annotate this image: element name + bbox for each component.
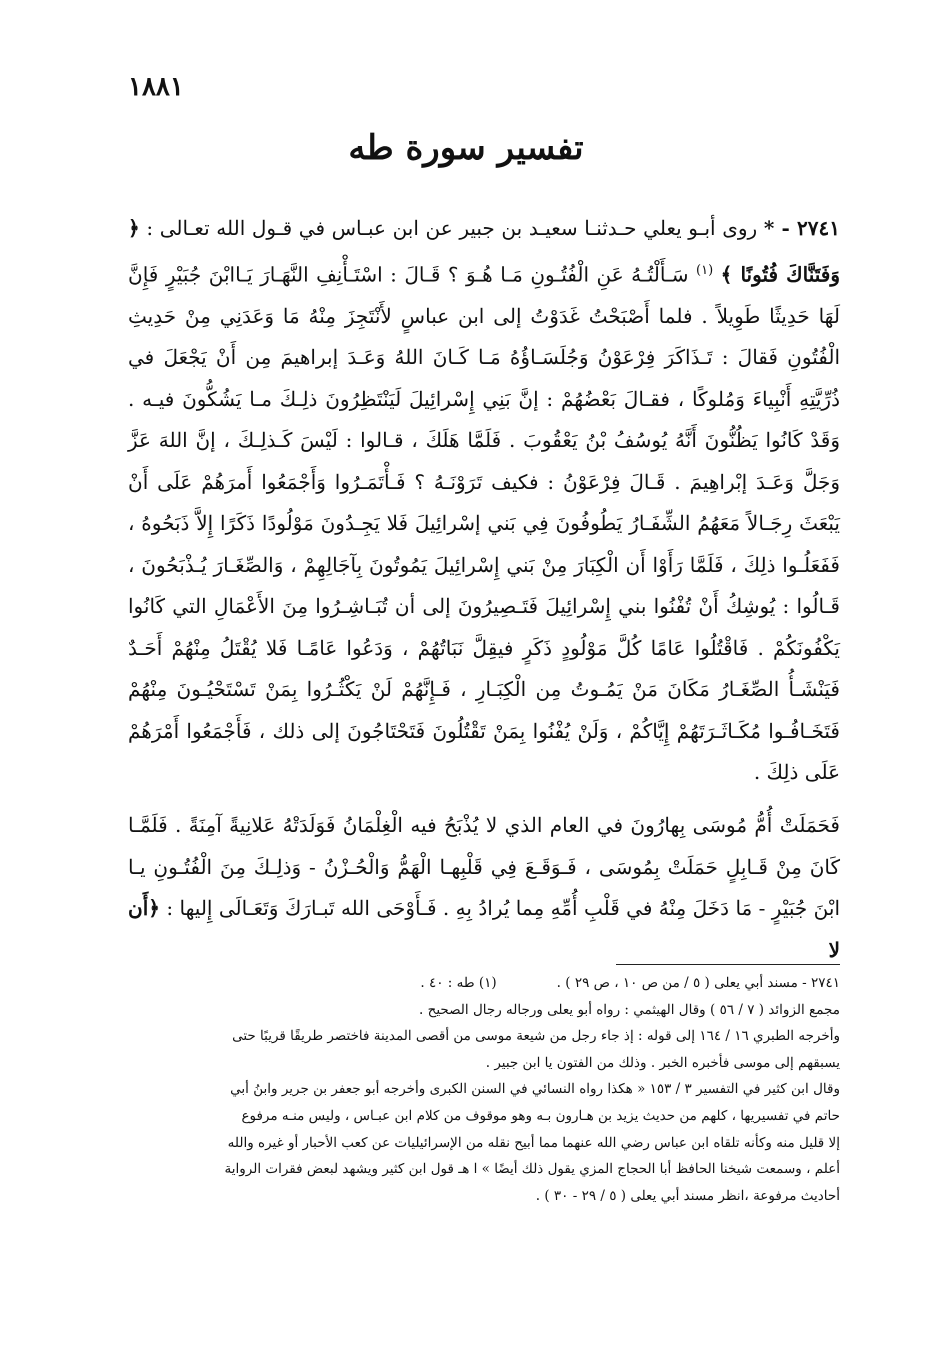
- hadith-text-intro: روى أبـو يعلي حـدثنـا سعيـد بن جبير عن ابن عبـاس في قـول الله تعـالى :: [139, 216, 764, 240]
- footnote-source: ٢٧٤١ - مسند أبي يعلى ( ٥ / من ص ١٠ ، ص ٢٩ ) .: [556, 975, 840, 991]
- hadith-text-body: سَـأَلْتُـهُ عَنِ الْفُتُـونِ مَـا هُـوَ ؟ قَـالَ : اسْتَـأْنِفِ النَّهَـارَ يَـاابْنَ جُبَيْرٍ فَإِنَّ لَهَا حَدِيثًا طَوِيلاً . فلما أَصْبَحْتُ غَدَوْتُ إلى ابن عباسٍ لأَنْتَجِزَ مِنْهُ مَا وَعَدَنِي مِنْ حَدِيثِ الْفُتُونِ فَقالَ : تَـذَاكَرَ فِرْعَوْنُ وَجُلَسَـاؤُهُ مَـا كَـانَ اللهُ وَعَـدَ إبراهيمَ مِن أَنْ يَجْعَلَ في ذُرِّيَّتِهِ أَنْبِياءَ وَمُلوكًا ، فقـالَ بَعْضُهُمْ : إنَّ بَنِي إِسْرائِيلَ لَيَنْتَظِرُونَ ذلِـكَ مـا يَشُكُّونَ فيـه . وَقَدْ كَانُوا يَظُنُّونَ أَنَّهُ يُوسُفُ بْنُ يَعْقُوبَ . فَلَمَّا هَلَكَ ، قـالوا : لَيْسَ كَـذلِـكَ ، إنَّ اللهَ عَزَّ وَجَلَّ وَعَـدَ إبْراهِيمَ . قَـالَ فِرْعَوْنُ : فكيف تَرَوْنَـهُ ؟ فَـأْتَمَـرُوا وَأَجْمَعُوا أَمرَهُمْ عَلَى أَنْ يَبْعَثَ رِجَـالاً مَعَهُمُ الشِّفَـارُ يَطُوفُونَ فِي بَني إسْرائِيلَ فَلا يَجِـدُونَ مَوْلُودًا ذَكَرًا إِلاَّ ذَبَحُوهُ ، فَفَعَلُـوا ذلِكَ ، فَلَمَّا رَأَوْا أَن الْكِبَارَ مِنْ بَني إِسْرائِيلَ يَمُوتُونَ بِآجَالِهِمْ ، وَالصِّغَـارَ يُـذْبَحُونَ ، قَـالُوا : يُوشِكُ أَنْ تُفْنُوا بني إِسْرائِيلَ فَتَـصِيرُونَ إلى أن تُبَـاشِـرُوا مِنَ الأَعْمَالِ التي كَانُوا يَكْفُونَكُمْ . فَاقْتُلُوا عَامًا كُلَّ مَوْلُودٍ ذَكَرٍ فيقِلَّ نَبَاتُهُمْ ، وَدَعُوا عَامًـا فَلا يُقْتَلُ مِنْهُمْ أَحَـدٌ فَيَنْشَـأُ الصِّغَـارُ مَكَانَ مَنْ يَمُـوتُ مِن الْكِبَـارِ ، فَـإِنَّهُمْ لَنْ يَكْثُـرُوا بِمَنْ تَسْتَحْيُـونَ مِنْهُمْ فَتَخَـافُـوا مُكَـاثَـرَتَهُمْ إِيَّاكُمْ ، وَلَنْ يُفْنُوا بِمَنْ تَقْتُلُونَ فَتَحْتَاجُونَ إلى ذلك ، فَأَجْمَعُوا أَمْرَهُمْ عَلَى ذلِكَ .: [128, 262, 840, 785]
- footnote-line: حاتم في تفسيريها ، كلهم من حديث يزيد بن هـارون بـه وهو موقوف من كلام ابن عبـاس ، وليس منـه مرفوع: [241, 1107, 840, 1124]
- hadith-paragraph-1: [128, 208, 840, 794]
- footnote-1: (١) طه : ٤٠ .: [420, 975, 497, 991]
- page-number: ١٨٨١: [128, 72, 184, 102]
- quran-verse-start: ﴿أَن لا: [128, 896, 840, 962]
- footnote-line: وأخرجه الطبري ١٦ / ١٦٤ إلى قوله : إذ جاء رجل من شيعة موسى من أقصى المدينة فاختصر طريقًا قريبًا حتى: [232, 1028, 840, 1045]
- quran-verse: ﴿ وَفَتَنَّاكَ فُتُونًا ﴾: [128, 216, 840, 287]
- footnote-line: أحاديث مرفوعة ،انظر مسند أبي يعلى ( ٥ / ٢٩ - ٣٠ ) .: [535, 1187, 840, 1204]
- footnote-ref: (١): [696, 262, 714, 278]
- footnote-line: وقال ابن كثير في التفسير ٣ / ١٥٣ « هكذا رواه النسائي في السنن الكبرى وأخرجه أبو جعفر بن جرير وابنُ أبي: [230, 1081, 840, 1098]
- surah-title: تفسير سورة طه: [348, 128, 584, 168]
- footnote-line: يسبقهم إلى موسى فأخبره الخبر . وذلك من الفتون يا ابن جبير .: [485, 1054, 840, 1071]
- footnote-line: مجمع الزوائد ( ٧ / ٥٦ ) وقال الهيثمي : رواه أبو يعلى ورجاله رجال الصحيح .: [419, 1001, 840, 1018]
- footnote-line: أعلم ، وسمعت شيخنا الحافظ أبا الحجاج المزي يقول ذلك أيضًا » ا هـ قول ابن كثير ويشهد لبعض فقرات الرواية: [224, 1161, 840, 1178]
- footnote-line: إلا قليل منه وكأنه تلقاه ابن عباس رضي الله عنهما مما أبيح نقله من الإسرائيليات عن كعب الأحبار أو غيره والله: [227, 1134, 840, 1151]
- footnote-header-line: [128, 970, 840, 997]
- hadith-number: ٢٧٤١ - *: [763, 216, 840, 240]
- hadith-paragraph-2: [128, 805, 840, 971]
- footnote-divider: [616, 964, 840, 965]
- paragraph-2-text: فَحَمَلَتْ أُمُّ مُوسَى بِهارُونَ في العام الذي لا يُذْبَحُ فيه الْغِلْمَانُ فَوَلَدَتْهُ عَلانِيةً آمِنَةً . فَلَمَّـا كَانَ مِنْ قَـابِلٍ حَمَلَتْ بِمُوسَى ، فَـوَقَـعَ فِي قَلْبِهـا الْهَمُّ وَالْحُـزْنُ - وَذلِـكَ مِنَ الْفُتُـونِ يـا ابْنَ جُبَيْرٍ - مَا دَخَلَ مِنْهُ في قَلْبِ أُمِّهِ مِما يُرادُ بِهِ . فَـأَوْحَى الله تَبـارَكَ وَتَعَـالَى إِليها :: [128, 813, 840, 920]
- footnotes: [128, 970, 840, 1209]
